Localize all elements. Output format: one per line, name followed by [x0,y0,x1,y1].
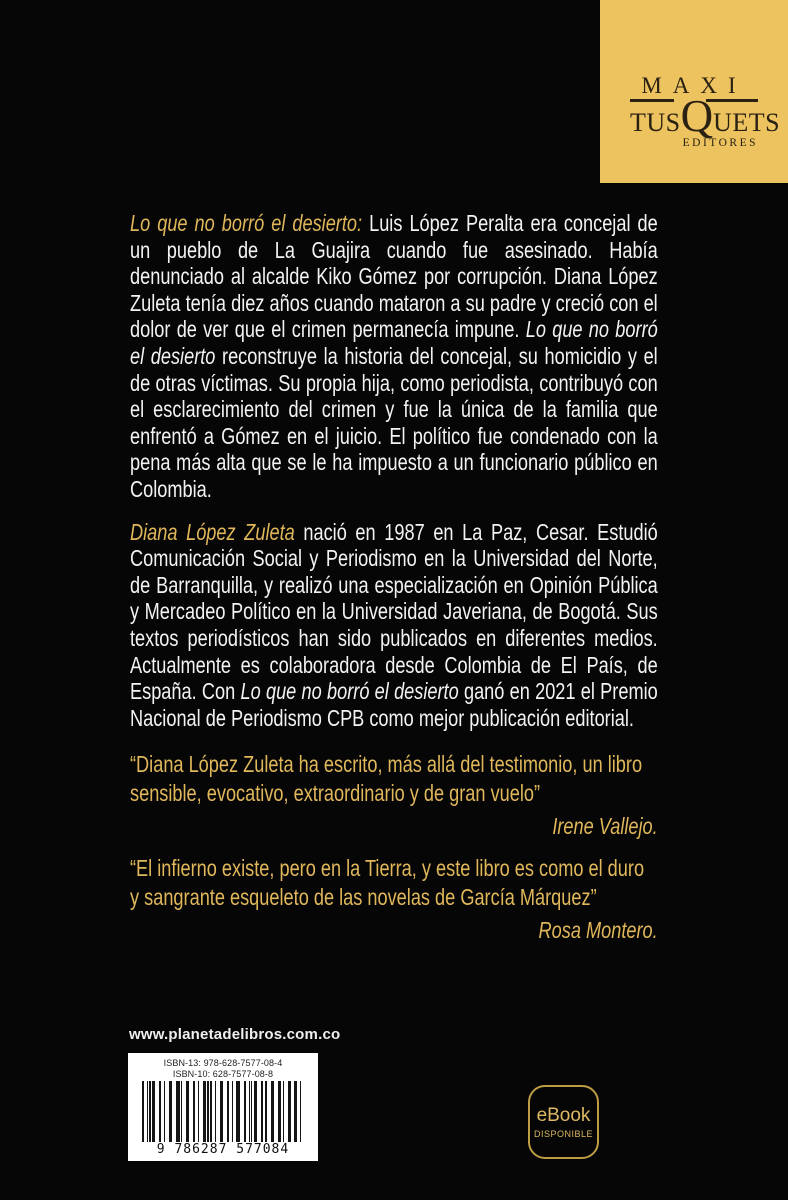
isbn10-label: ISBN-10: 628-7577-08-8 [172,1068,274,1079]
ebook-badge [528,1085,599,1159]
isbn13-label: ISBN-13: 978-628-7577-08-4 [163,1058,283,1068]
publisher-logo [600,0,788,183]
publisher-logo-inner [630,0,781,183]
review-quote-1 [130,750,658,841]
barcode-digits: 9 786287 577084 [156,1142,290,1157]
quote-1-author: Irene Vallejo. [552,813,658,840]
logo-tusquets-wordmark [630,90,781,142]
synopsis-lead-title: Lo que no borró el desierto: [130,210,363,236]
barcode-bars [142,1081,304,1142]
logo-maxi-label: MAXI [641,73,747,98]
author-bio-paragraph [130,519,658,732]
logo-name-pre: TUS [630,108,681,137]
synopsis-text-1: Luis López Peralta era concejal de un pueblo de La Guajira cuando fue asesinado. Había denunciado al alcalde Kiko Gómez por corrupción. Diana López Zuleta tenía diez años cuando mataron a su padre y creció con el dolor de ver que el crimen permanecía impune. [130,210,658,343]
review-quote-2 [130,854,658,945]
synopsis-paragraph [130,210,658,503]
synopsis-book-title: Lo que no borró el desierto [130,316,658,369]
bio-text-1: nació en 1987 en La Paz, Cesar. Estudió Comunicación Social y Periodismo en la Universidad del Norte, de Barranquilla, y realizó una especialización en Opinión Pública y Mercadeo Político en la Universidad Javeriana, de Bogotá. Sus textos periodísticos han sido publicados en diferentes medios. Actualmente es colaboradora desde Colombia de El País, de España. Con [130,518,658,705]
synopsis-text-2: reconstruye la historia del concejal, su homicidio y el de otras víctimas. Su propia hija, como periodista, contribuyó con el esclarecimiento del crimen y fue la única de la familia que enfrentó a Gómez en el juicio. El político fue condenado con la pena más alta que se le ha impuesto a un funcionario público en Colombia. [130,342,658,502]
barcode-box [128,1053,318,1161]
back-cover-text-column [130,210,658,958]
quote-2-author: Rosa Montero. [538,917,658,944]
bio-text-2: ganó en 2021 el Premio Nacional de Periodismo CPB como mejor publicación editorial. [130,678,658,731]
quote-1-text: “Diana López Zuleta ha escrito, más allá del testimonio, un libro sensible, evocativo, extraordinario y de gran vuelo” [130,751,643,807]
bio-book-title: Lo que no borró el desierto [240,678,459,705]
ebook-badge-subtitle: DISPONIBLE [533,1128,594,1139]
ebook-badge-title: eBook [536,1104,591,1126]
logo-editores-label: EDITORES [682,137,758,149]
quote-2-text: “El infierno existe, pero en la Tierra, y este libro es como el duro y sangrante esqueleto de las novelas de García Márquez” [130,855,645,911]
logo-name-q: Q [680,91,714,141]
website-url: www.planetadelibros.com.co [129,1026,341,1043]
bio-author-name: Diana López Zuleta [130,518,295,545]
logo-name-post: UETS [713,108,781,137]
